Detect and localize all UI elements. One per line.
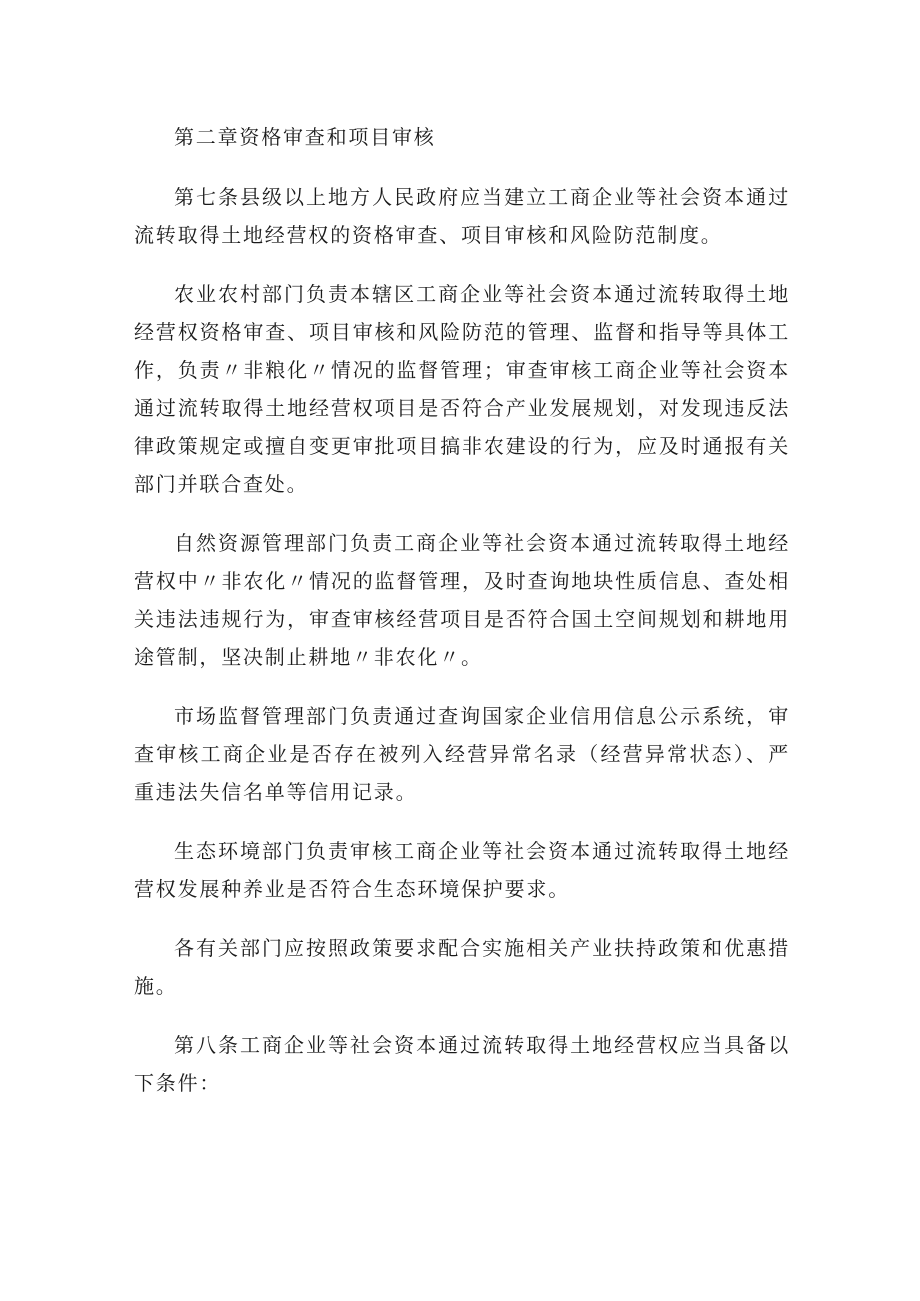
paragraph-agriculture-department: 农业农村部门负责本辖区工商企业等社会资本通过流转取得土地经营权资格审查、项目审核和风险防范的管理、监督和指导等具体工作，负责〃非粮化〃情况的监督管理；审查审核工商企业等社会资本通过流转取得土地经营权项目是否符合产业发展规划，对发现违反法律政策规定或擅自变更审批项目搞非农建设的行为，应及时通报有关部门并联合查处。 <box>134 282 790 496</box>
paragraph-market-supervision-department: 市场监督管理部门负责通过查询国家企业信用信息公示系统，审查审核工商企业是否存在被列入经营异常名录（经营异常状态）、严重违法失信名单等信用记录。 <box>134 704 790 804</box>
chapter-heading: 第二章资格审查和项目审核 <box>174 125 436 149</box>
paragraph-article-7: 第七条县级以上地方人民政府应当建立工商企业等社会资本通过流转取得土地经营权的资格审查、项目审核和风险防范制度。 <box>134 185 790 247</box>
paragraph-article-8: 第八条工商企业等社会资本通过流转取得土地经营权应当具备以下条件： <box>134 1033 790 1095</box>
paragraph-ecology-environment-department: 生态环境部门负责审核工商企业等社会资本通过流转取得土地经营权发展种养业是否符合生态环境保护要求。 <box>134 839 790 901</box>
paragraph-related-departments: 各有关部门应按照政策要求配合实施相关产业扶持政策和优惠措施。 <box>134 936 790 998</box>
paragraph-natural-resources-department: 自然资源管理部门负责工商企业等社会资本通过流转取得土地经营权中〃非农化〃情况的监督管理，及时查询地块性质信息、查处相关违法违规行为，审查审核经营项目是否符合国土空间规划和耕地用途管制，坚决制止耕地〃非农化〃。 <box>134 531 790 669</box>
document-body <box>134 118 790 1102</box>
